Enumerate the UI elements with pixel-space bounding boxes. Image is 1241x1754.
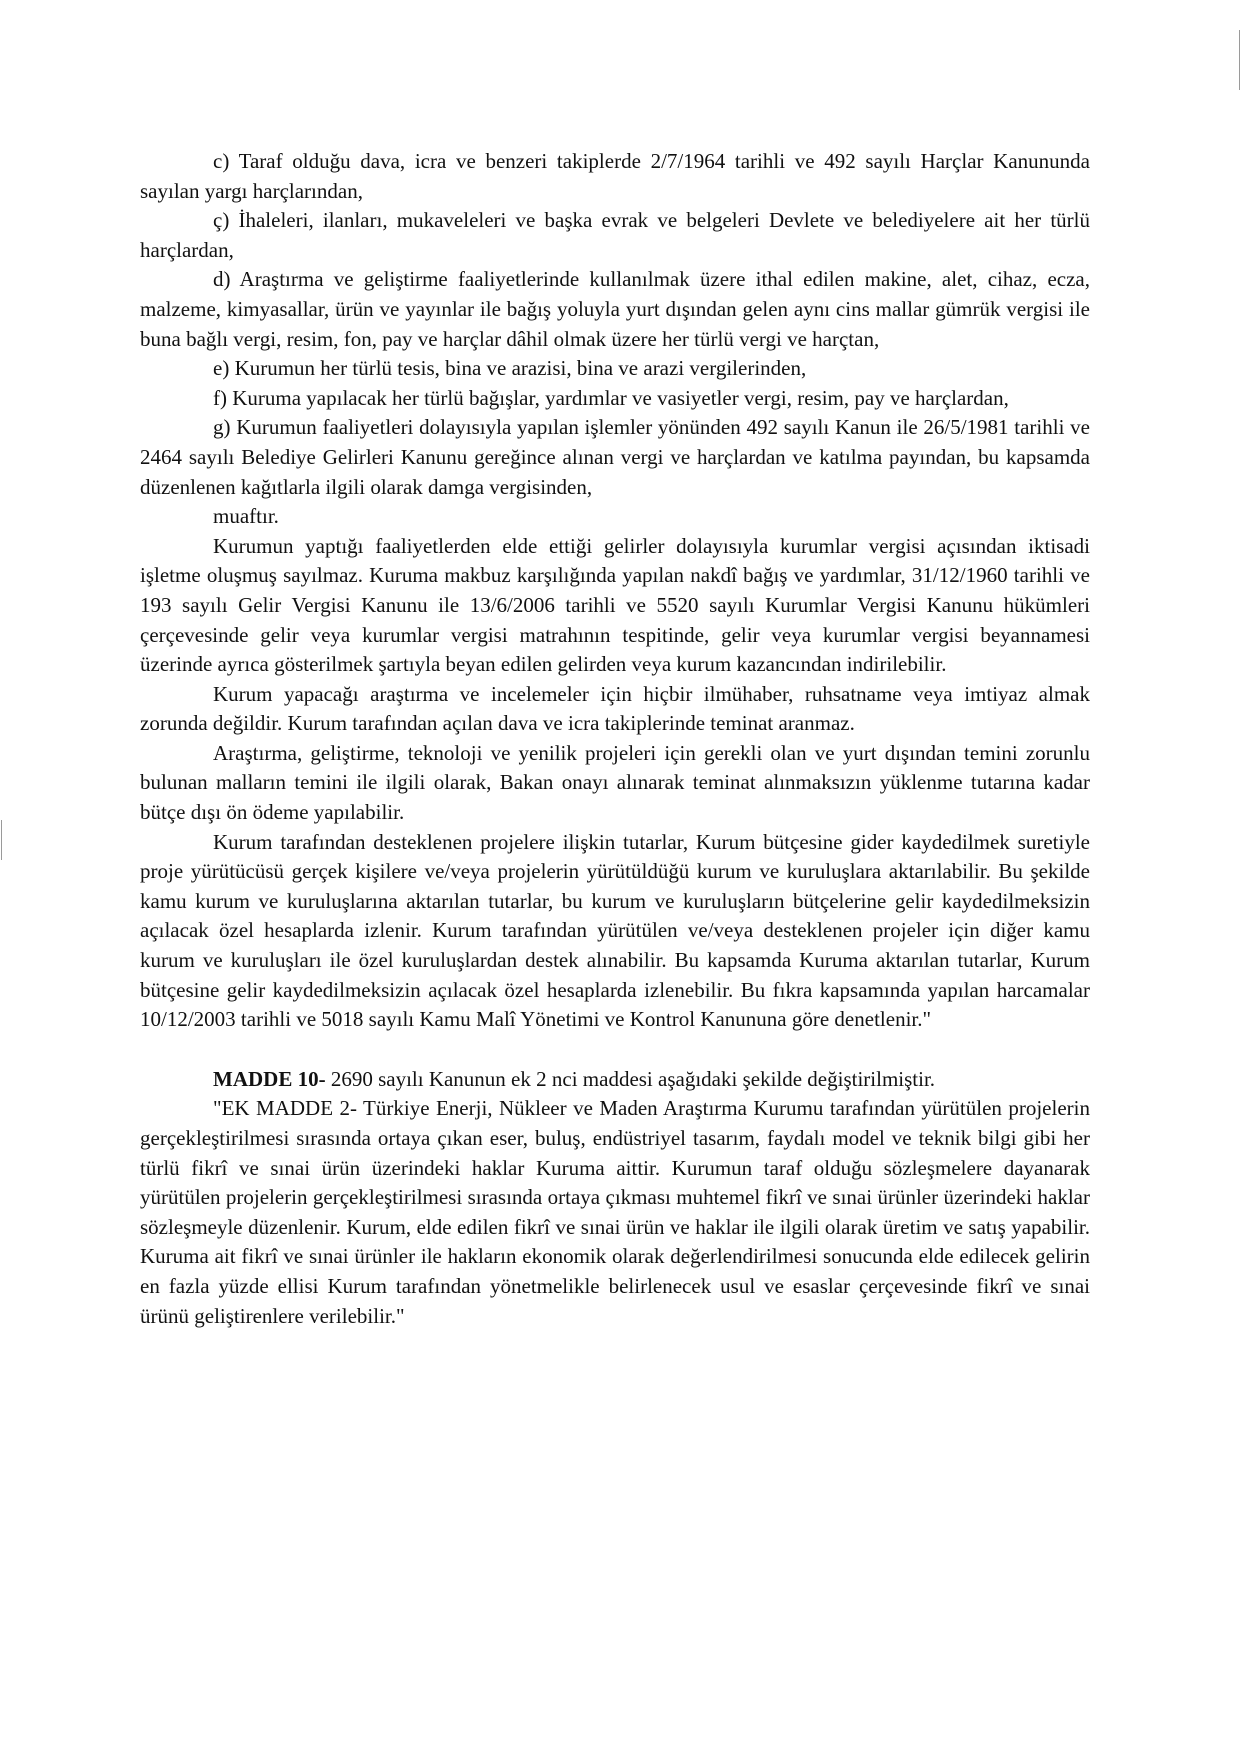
scan-edge-mark-left	[1, 820, 2, 860]
scan-edge-mark-right	[1239, 30, 1240, 90]
paragraph-d: d) Araştırma ve geliştirme faaliyetlerinde kullanılmak üzere ithal edilen makine, alet, cihaz, ecza, malzeme, kimyasallar, ürün ve yayınlar ile bağış yoluyla yurt dışından gelen aynı cins mallar gümrük vergisi ile buna bağlı vergi, resim, fon, pay ve harçlar dâhil olmak üzere her türlü vergi ve harçtan,	[140, 267, 1090, 351]
paragraph-cedilla: ç) İhaleleri, ilanları, mukaveleleri ve başka evrak ve belgeleri Devlete ve belediyelere ait her türlü harçlardan,	[140, 208, 1090, 262]
paragraph-e: e) Kurumun her türlü tesis, bina ve arazisi, bina ve arazi vergilerinden,	[213, 356, 807, 381]
muaftir-line: muaftır.	[213, 504, 279, 529]
paragraph-f: f) Kuruma yapılacak her türlü bağışlar, yardımlar ve vasiyetler vergi, resim, pay ve harçlardan,	[213, 385, 1009, 410]
paragraph-on-odeme: Araştırma, geliştirme, teknoloji ve yenilik projeleri için gerekli olan ve yurt dışından temini zorunlu bulunan malların temini ile ilgili olarak, Bakan onayı alınarak teminat alınmaksızın yüklenme tutarına kadar bütçe dışı ön ödeme yapılabilir.	[140, 740, 1090, 825]
madde-10-heading	[140, 1065, 1090, 1095]
paragraph-ek-madde-2: "EK MADDE 2- Türkiye Enerji, Nükleer ve Maden Araştırma Kurumu tarafından yürütülen projelerin gerçekleştirilmesi sırasında ortaya çıkan eser, buluş, endüstriyel tasarım, faydalı model ve teknik bilgi gibi her türlü fikrî ve sınai ürün üzerindeki haklar Kuruma aittir. Kurumun taraf olduğu sözleşmelere dayanarak yürütülen projelerin gerçekleştirilmesi sırasında ortaya çıkması muhtemel fikrî ve sınai ürünler üzerindeki haklar sözleşmeyle düzenlenir. Kurum, elde edilen fikrî ve sınai ürün ve haklar ile ilgili olarak üretim ve satış yapabilir. Kuruma ait fikrî ve sınai ürünler ile hakların ekonomik olarak değerlendirilmesi sonucunda elde edilecek gelirin en fazla yüzde ellisi Kurum tarafından yönetmelikle belirlenecek usul ve esaslar çerçevesinde fikrî ve sınai ürünü geliştirenlere verilebilir."	[140, 1096, 1090, 1328]
paragraph-ilmuhaber: Kurum yapacağı araştırma ve incelemeler için hiçbir ilmühaber, ruhsatname veya imtiyaz almak zorunda değildir. Kurum tarafından açılan dava ve icra takiplerinde teminat aranmaz.	[140, 681, 1090, 736]
document-page	[140, 147, 1090, 1331]
paragraph-c: c) Taraf olduğu dava, icra ve benzeri takiplerde 2/7/1964 tarihli ve 492 sayılı Harçlar Kanununda sayılan yargı harçlarından,	[140, 149, 1090, 203]
paragraph-proje-tutarlari: Kurum tarafından desteklenen projelere ilişkin tutarlar, Kurum bütçesine gider kaydedilmek suretiyle proje yürütücüsü gerçek kişilere ve/veya projelerin yürütüldüğü kurum ve kuruluşlara aktarılabilir. Bu şekilde kamu kurum ve kuruluşlarına aktarılan tutarlar, bu kurum ve kuruluşların bütçelerine gelir kaydedilmeksizin açılacak özel hesaplarda izlenir. Kurum tarafından yürütülen ve/veya desteklenen projeler için diğer kamu kurum ve kuruluşları ile özel kuruluşlardan destek alınabilir. Bu kapsamda Kuruma aktarılan tutarlar, Kurum bütçesine gelir kaydedilmeksizin açılacak özel hesaplarda izlenebilir. Bu fıkra kapsamında yapılan harcamalar 10/12/2003 tarihli ve 5018 sayılı Kamu Malî Yönetimi ve Kontrol Kanununa göre denetlenir."	[140, 829, 1090, 1032]
paragraph-kurumlar-vergisi: Kurumun yaptığı faaliyetlerden elde ettiği gelirler dolayısıyla kurumlar vergisi açısından iktisadi işletme oluşmuş sayılmaz. Kuruma makbuz karşılığında yapılan nakdî bağış ve yardımlar, 31/12/1960 tarihli ve 193 sayılı Gelir Vergisi Kanunu ile 13/6/2006 tarihli ve 5520 sayılı Kurumlar Vergisi Kanunu hükümleri çerçevesinde gelir veya kurumlar vergisi matrahının tespitinde, gelir veya kurumlar vergisi beyannamesi üzerinde ayrıca gösterilmek şartıyla beyan edilen gelirden veya kurum kazancından indirilebilir.	[140, 533, 1090, 677]
madde-text: 2690 sayılı Kanunun ek 2 nci maddesi aşağıdaki şekilde değiştirilmiştir.	[325, 1066, 936, 1091]
paragraph-g: g) Kurumun faaliyetleri dolayısıyla yapılan işlemler yönünden 492 sayılı Kanun ile 26/5/1981 tarihli ve 2464 sayılı Belediye Gelirleri Kanunu gereğince alınan vergi ve harçlardan ve katılma payından, bu kapsamda düzenlenen kağıtlarla ilgili olarak damga vergisinden,	[140, 415, 1090, 499]
section-gap	[140, 1035, 1090, 1065]
madde-label: MADDE 10-	[213, 1066, 326, 1091]
